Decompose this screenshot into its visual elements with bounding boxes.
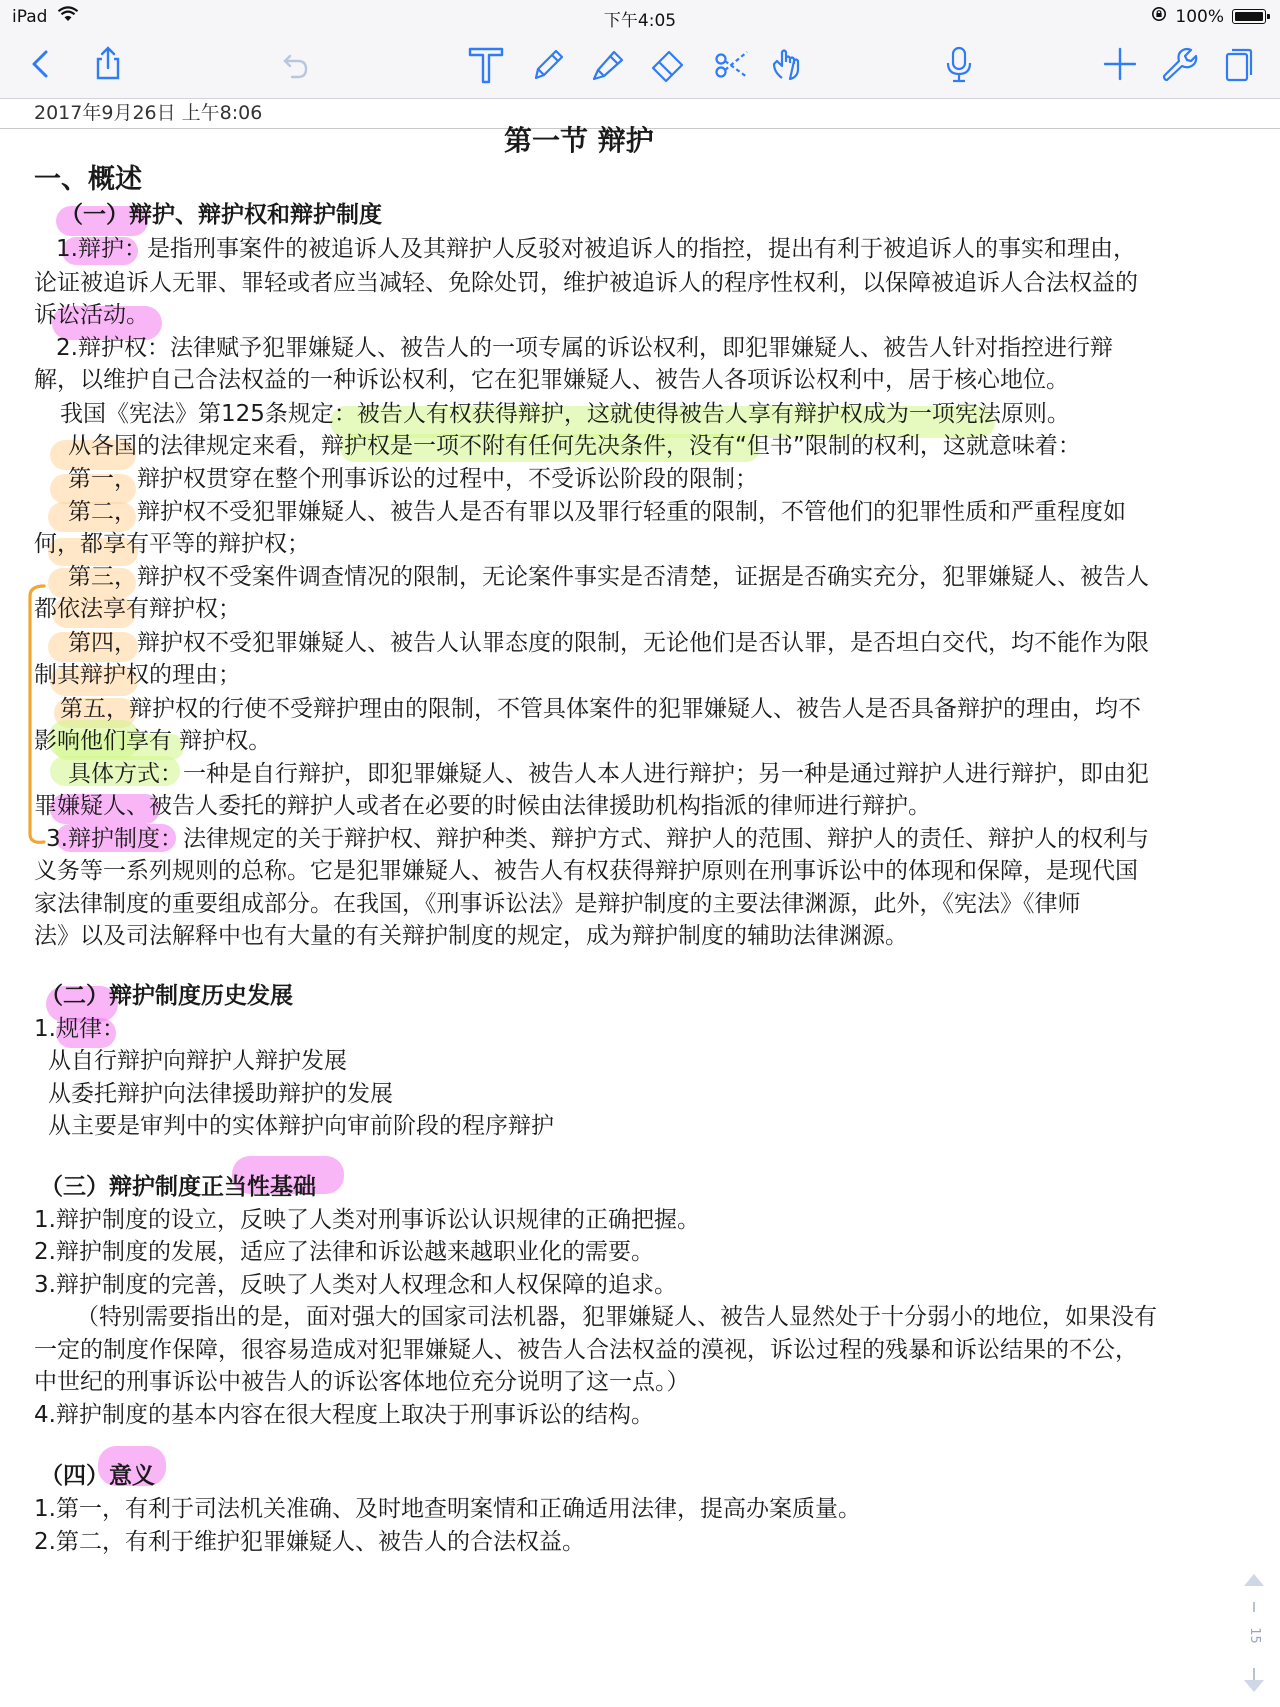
text-line: 第三，辩护权不受案件调查情况的限制，无论案件事实是否清楚，证据是否确实充分，犯罪嫌疑人、被告人 (68, 564, 1149, 590)
text-line: 论证被追诉人无罪、罪轻或者应当减轻、免除处罚，维护被追诉人的程序性权利，以保障被追诉人合法权益的 (34, 270, 1138, 296)
text-line: 1.第一，有利于司法机关准确、及时地查明案情和正确适用法律，提高办案质量。 (34, 1496, 861, 1522)
back-icon[interactable] (18, 42, 62, 86)
subsection-heading: （四）意义 (40, 1463, 155, 1489)
text-line: 从委托辩护向法律援助辩护的发展 (48, 1081, 393, 1107)
text-line: 解，以维护自己合法权益的一种诉讼权利，它在犯罪嫌疑人、被告人各项诉讼权利中，居于核心地位。 (34, 367, 1069, 393)
subsection-heading: （二）辩护制度历史发展 (40, 983, 293, 1009)
page-scrubber[interactable] (1236, 1568, 1272, 1698)
battery-percent: 100% (1175, 6, 1224, 27)
eraser-icon[interactable] (646, 42, 690, 86)
text-line: 2.辩护权：法律赋予犯罪嫌疑人、被告人的一项专属的诉讼权利，即犯罪嫌疑人、被告人针对指控进行辩 (56, 335, 1113, 361)
text-line: 制其辩护权的理由； (34, 662, 241, 688)
text-line: 第二，辩护权不受犯罪嫌疑人、被告人是否有罪以及罪行轻重的限制，不管他们的犯罪性质和严重程度如 (68, 499, 1126, 525)
text-line: 家法律制度的重要组成部分。在我国，《刑事诉讼法》是辩护制度的主要法律渊源，此外，《宪法》《律师 (34, 891, 1081, 917)
text-line: 第一，辩护权贯穿在整个刑事诉讼的过程中，不受诉讼阶段的限制； (68, 466, 758, 492)
text-line: 中世纪的刑事诉讼中被告人的诉讼客体地位充分说明了这一点。） (34, 1369, 690, 1395)
text-line: 都依法享有辩护权； (34, 596, 241, 622)
note-date: 2017年9月26日 上午8:06 (34, 102, 263, 124)
battery-icon (1232, 9, 1266, 24)
text-line: 1.辩护制度的设立，反映了人类对刑事诉讼认识规律的正确把握。 (34, 1207, 700, 1233)
add-icon[interactable] (1098, 42, 1142, 86)
note-page[interactable] (0, 98, 1280, 1707)
text-line: 从主要是审判中的实体辩护向审前阶段的程序辩护 (48, 1113, 554, 1139)
undo-icon[interactable] (274, 42, 318, 86)
wrench-icon[interactable] (1156, 42, 1200, 86)
status-bar (0, 0, 1280, 32)
text-tool-icon[interactable] (464, 42, 508, 86)
text-line: 从自行辩护向辩护人辩护发展 (48, 1048, 347, 1074)
text-line: （特别需要指出的是，面对强大的国家司法机器，犯罪嫌疑人、被告人显然处于十分弱小的地位，如果没有 (76, 1304, 1157, 1330)
status-time: 下午4:05 (603, 11, 677, 31)
text-line: 3.辩护制度：法律规定的关于辩护权、辩护种类、辩护方式、辩护人的范围、辩护人的责任、辩护人的权利与 (46, 826, 1149, 852)
subsection-heading: （三）辩护制度正当性基础 (40, 1174, 316, 1200)
hand-icon[interactable] (766, 42, 810, 86)
subsection-heading: （一）辩护、辩护权和辩护制度 (60, 202, 382, 228)
microphone-icon[interactable] (937, 42, 981, 86)
text-line: 罪嫌疑人、被告人委托的辩护人或者在必要的时候由法律援助机构指派的律师进行辩护。 (34, 793, 931, 819)
pen-icon[interactable] (526, 42, 570, 86)
text-line: 具体方式：一种是自行辩护，即犯罪嫌疑人、被告人本人进行辩护；另一种是通过辩护人进行辩护，即由犯 (68, 761, 1149, 787)
text-line: 影响他们享有 辩护权。 (34, 728, 272, 754)
text-line: 何，都享有平等的辩护权； (34, 531, 310, 557)
share-icon[interactable] (86, 42, 130, 86)
section-heading: 一、概述 (34, 164, 142, 195)
text-line: 诉讼活动。 (34, 302, 149, 328)
pages-icon[interactable] (1216, 42, 1260, 86)
scissors-icon[interactable] (710, 42, 754, 86)
text-line: 1.辩护：是指刑事案件的被追诉人及其辩护人反驳对被追诉人的指控，提出有利于被追诉人的事实和理由， (56, 236, 1136, 262)
text-line: 2.辩护制度的发展，适应了法律和诉讼越来越职业化的需要。 (34, 1239, 654, 1265)
page-title: 第一节 辩护 (504, 124, 654, 157)
text-line: 一定的制度作保障，很容易造成对犯罪嫌疑人、被告人合法权益的漠视，诉讼过程的残暴和诉讼结果的不公， (34, 1337, 1138, 1363)
status-right (1151, 6, 1266, 27)
text-line: 我国《宪法》第125条规定：被告人有权获得辩护，这就使得被告人享有辩护权成为一项宪法原则。 (60, 401, 1070, 427)
text-line: 从各国的法律规定来看，辩护权是一项不附有任何先决条件，没有“但书”限制的权利，这就意味着： (68, 433, 1081, 459)
text-line: 第五，辩护权的行使不受辩护理由的限制，不管具体案件的犯罪嫌疑人、被告人是否具备辩护的理由，均不 (60, 696, 1141, 722)
text-line: 法》以及司法解释中也有大量的有关辩护制度的规定，成为辩护制度的辅助法律渊源。 (34, 923, 908, 949)
text-line: 3.辩护制度的完善，反映了人类对人权理念和人权保障的追求。 (34, 1272, 677, 1298)
highlighter-icon[interactable] (586, 42, 630, 86)
text-line: 义务等一系列规则的总称。它是犯罪嫌疑人、被告人有权获得辩护原则在刑事诉讼中的体现和保障，是现代国 (34, 858, 1138, 884)
text-line: 第四，辩护权不受犯罪嫌疑人、被告人认罪态度的限制，无论他们是否认罪，是否坦白交代，均不能作为限 (68, 630, 1149, 656)
page-count: 15 (1246, 1627, 1262, 1644)
text-line: 4.辩护制度的基本内容在很大程度上取决于刑事诉讼的结构。 (34, 1402, 654, 1428)
text-line: 1.规律： (34, 1016, 125, 1042)
toolbar (0, 32, 1280, 99)
text-line: 2.第二，有利于维护犯罪嫌疑人、被告人的合法权益。 (34, 1529, 585, 1555)
orientation-lock-icon (1151, 6, 1167, 27)
device-label: iPad (12, 6, 48, 27)
